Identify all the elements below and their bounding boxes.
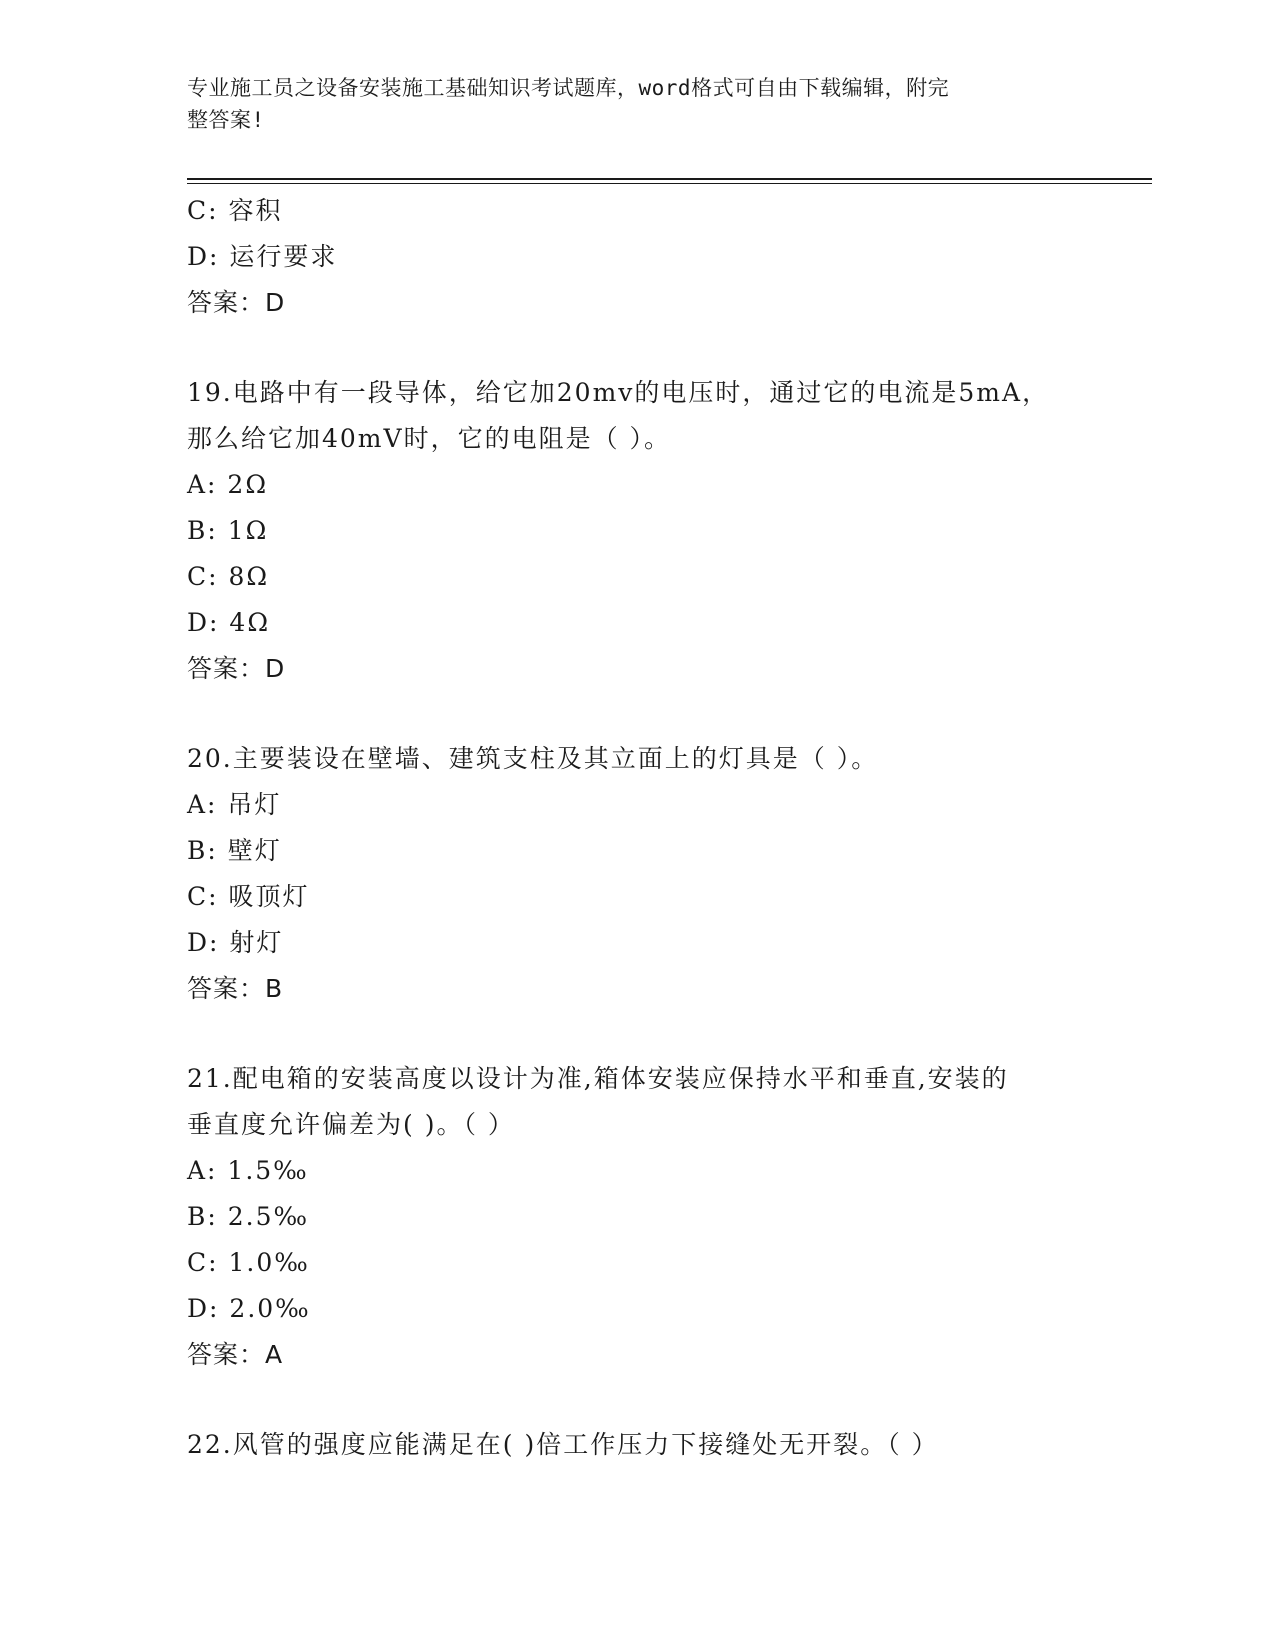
option-d: D: 运行要求 [187,242,338,271]
answer-line: 答案：B [187,974,284,1003]
option-b: B: 1Ω [187,516,269,545]
answer-line: 答案：D [187,288,286,317]
option-a: A: 吊灯 [187,790,282,819]
answer-line: 答案：D [187,654,286,683]
previous-question-tail [187,188,1087,326]
header-divider-thick [187,178,1152,180]
option-c: C: 容积 [187,196,283,225]
answer-line: 答案：A [187,1340,284,1369]
question-21 [187,1056,1087,1378]
question-19 [187,370,1087,692]
header-line-1: 专业施工员之设备安装施工基础知识考试题库，word格式可自由下载编辑，附完 [187,76,950,100]
question-stem: 22.风管的强度应能满足在( )倍工作压力下接缝处无开裂。（ ） [187,1430,939,1459]
question-20 [187,736,1087,1012]
option-a: A: 2Ω [187,470,269,499]
option-c: C: 8Ω [187,562,270,591]
question-stem: 19.电路中有一段导体，给它加20mv的电压时，通过它的电流是5mA， [187,378,1050,407]
question-stem: 20.主要装设在壁墙、建筑支柱及其立面上的灯具是（ ）。 [187,744,879,773]
option-b: B: 2.5‰ [187,1202,310,1231]
option-c: C: 吸顶灯 [187,882,310,911]
header-line-2: 整答案! [187,108,265,132]
question-content [187,188,1087,1468]
question-stem: 垂直度允许偏差为( )。（ ） [187,1110,515,1139]
option-d: D: 射灯 [187,928,284,957]
header-divider-thin [187,183,1152,184]
question-stem: 21.配电箱的安装高度以设计为准,箱体安装应保持水平和垂直,安装的 [187,1064,1009,1093]
option-d: D: 2.0‰ [187,1294,311,1323]
page-header [187,72,1087,136]
option-c: C: 1.0‰ [187,1248,310,1277]
option-d: D: 4Ω [187,608,271,637]
question-stem: 那么给它加40mV时，它的电阻是（ ）。 [187,424,672,453]
option-a: A: 1.5‰ [187,1156,309,1185]
question-22 [187,1422,1087,1468]
option-b: B: 壁灯 [187,836,282,865]
